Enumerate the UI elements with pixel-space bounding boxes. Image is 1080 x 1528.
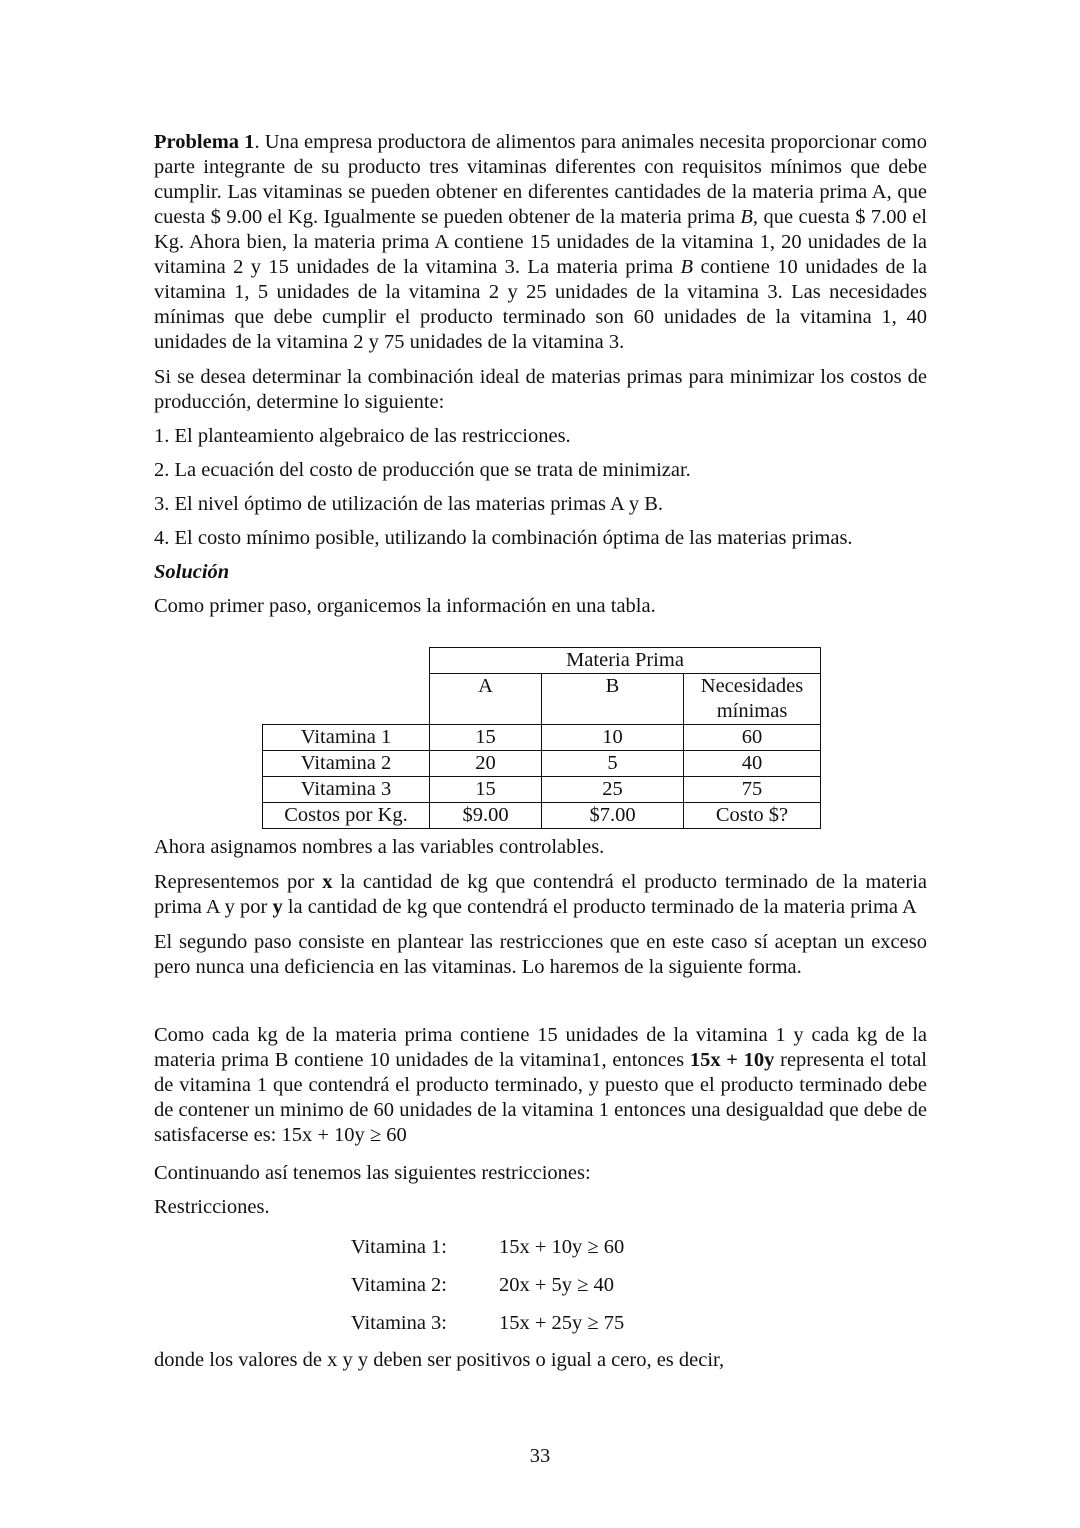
question-item: 1. El planteamiento algebraico de las restricciones.	[154, 425, 571, 447]
restriction-row: Vitamina 1: 15x + 10y ≥ 60	[350, 1235, 625, 1258]
vitamin-table	[262, 647, 821, 829]
question-paragraph: Si se desea determinar la combinación ideal de materias primas para minimizar los costos de producción, determine lo siguiente:	[154, 366, 927, 413]
table-col-header: B	[542, 674, 684, 725]
problem-label: Problema 1	[154, 131, 255, 153]
question-item: 2. La ecuación del costo de producción que se trata de minimizar.	[154, 459, 691, 481]
last-paragraph: donde los valores de x y y deben ser positivos o igual a cero, es decir,	[154, 1349, 725, 1371]
step2-text: El segundo paso consiste en plantear las restricciones que en este caso sí aceptan un exceso pero nunca una deficiencia en las vitaminas. Lo haremos de la siguiente forma.	[154, 931, 927, 978]
step1-text: Como primer paso, organicemos la información en una tabla.	[154, 595, 656, 617]
question-item: 3. El nivel óptimo de utilización de las materias primas A y B.	[154, 493, 663, 515]
restrictions-title: Restricciones.	[154, 1196, 270, 1218]
page-body	[154, 130, 928, 1371]
table-group-header: Materia Prima	[430, 648, 821, 674]
vars-intro: Ahora asignamos nombres a las variables controlables.	[154, 836, 605, 858]
problem-statement: Problema 1. Una empresa productora de alimentos para animales necesita proporcionar como parte integrante de su producto tres vitaminas diferentes con requisitos mínimos que debe cumplir. Las vitaminas se pueden obtener en diferentes cantidades de la materia prima A, que cuesta $ 9.00 el Kg. Igualmente se pueden obtener de la materia prima B, que cuesta $ 7.00 el Kg. Ahora bien, la materia prima A contiene 15 unidades de la vitamina 1, 20 unidades de la vitamina 2 y 15 unidades de la vitamina 3. La materia prima B contiene 10 unidades de la vitamina 1, 5 unidades de la vitamina 2 y 25 unidades de la vitamina 3. Las necesidades mínimas que debe cumplir el producto terminado son 60 unidades de la vitamina 1, 40 unidades de la vitamina 2 y 75 unidades de la vitamina 3.	[154, 131, 928, 353]
restriction-row: Vitamina 3: 15x + 25y ≥ 75	[350, 1311, 625, 1334]
table-row: Costos por Kg. $9.00 $7.00 Costo $?	[263, 803, 821, 829]
continuing-text: Continuando así tenemos las siguientes restricciones:	[154, 1162, 591, 1184]
restrictions-block	[154, 1228, 927, 1342]
page-number: 33	[529, 1445, 551, 1467]
table-row: Vitamina 3 15 25 75	[263, 777, 821, 803]
table-row: Vitamina 1 15 10 60	[263, 725, 821, 751]
after-table	[154, 835, 927, 1373]
explanation-paragraph: Como cada kg de la materia prima contiene 15 unidades de la vitamina 1 y cada kg de la materia prima B contiene 10 unidades de la vitamina1, entonces 15x + 10y representa el total de vitamina 1 que contendrá el producto terminado, y puesto que el producto terminado debe de contener un minimo de 60 unidades de la vitamina 1 entonces una desigualdad que debe de satisfacerse es: 15x + 10y ≥ 60	[154, 1024, 927, 1146]
representation-paragraph: Representemos por x la cantidad de kg que contendrá el producto terminado de la materia prima A y por y la cantidad de kg que contendrá el producto terminado de la materia prima A	[154, 871, 927, 918]
table-col-header: A	[430, 674, 542, 725]
table-col-header: Necesidades mínimas	[684, 674, 821, 725]
question-item: 4. El costo mínimo posible, utilizando la combinación óptima de las materias primas.	[154, 527, 853, 549]
table-row: Vitamina 2 20 5 40	[263, 751, 821, 777]
restriction-row: Vitamina 2: 20x + 5y ≥ 40	[350, 1273, 615, 1296]
solution-heading: Solución	[154, 561, 230, 583]
